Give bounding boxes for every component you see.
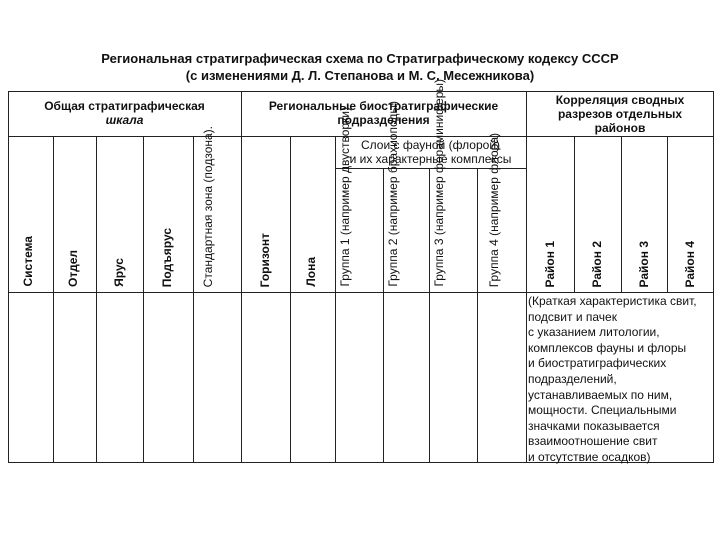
note-line: комплексов фауны и флоры [528,340,687,355]
group-4-line-1: Группа 4 [487,238,501,287]
header-layers-line-1: Слои с фауной (флорой) [360,138,501,152]
col-divider [335,136,336,462]
col-divider [477,168,478,462]
col-divider [193,136,194,462]
header-general-scale [8,99,241,127]
suite-description-note [528,294,712,466]
col-divider [574,136,575,293]
group-3-line-2: (например [432,176,446,236]
group-1-line-1: Группа 1 [338,238,352,287]
column-group-2 [387,101,400,287]
header-regional-units [241,99,526,127]
header-regional-line-1: Региональные биостратиграфические [268,99,499,113]
column-department: Отдел [66,250,80,287]
group-3-line-3: фораминиферы) [432,79,446,174]
note-line: подсвит и пачек [528,309,617,324]
column-standard-zone [202,126,215,287]
table-border-left [8,91,9,463]
zone-line-2: (подзона). [201,125,215,183]
header-general-line-1: Общая стратиграфическая [44,99,205,113]
group-2-line-2: (например [386,176,400,236]
col-divider [383,168,384,462]
column-region-3: Район 3 [637,240,651,287]
note-line: и отсутствие осадков) [528,449,651,464]
header-correlation-line-1: Корреляция сводных [555,93,685,107]
col-divider [429,168,430,462]
column-group-3 [433,79,446,287]
note-line: значками показывается [528,418,660,433]
title-line-1: Региональная стратиграфическая схема по Стратиграфическому кодексу СССР [101,51,619,66]
column-region-2: Район 2 [590,240,604,287]
column-region-1: Район 1 [543,240,557,287]
header-layers-line-2: и их характерные комплексы [349,152,512,166]
group-1-line-3: двустворки) [338,107,352,174]
note-line: подразделений, [528,371,617,386]
col-divider [290,136,291,462]
header-correlation [526,93,714,135]
note-line: и биостратиграфических [528,356,667,371]
group-1-line-2: (например [338,176,352,236]
section-divider [241,91,242,462]
zone-line-1: Стандартная зона [201,185,215,287]
col-divider [96,136,97,462]
scheme-title [0,50,720,84]
column-substage: Подъярус [160,227,174,287]
note-line: с указанием литологии, [528,325,660,340]
group-2-line-3: брахиоподы) [386,101,400,174]
column-region-4: Район 4 [683,240,697,287]
column-system: Система [21,236,35,287]
column-horizon: Горизонт [258,232,272,287]
note-line: мощности. Специальными [528,403,677,418]
group-3-line-1: Группа 3 [432,238,446,287]
group-4-line-2: (например флора) [487,132,501,236]
note-line: взаимоотношение свит [528,434,658,449]
stratigraphic-scheme-table [8,79,714,464]
table-border-right [713,91,714,463]
col-divider [621,136,622,293]
header-regional-line-2: подразделения [337,113,430,127]
column-stage: Ярус [112,258,126,287]
note-line: (Краткая характеристика свит, [528,294,697,308]
col-divider [53,136,54,462]
group-2-line-1: Группа 2 [386,238,400,287]
col-divider [667,136,668,293]
col-divider [143,136,144,462]
header-correlation-line-3: районов [594,121,646,135]
header-general-line-2: шкала [105,113,144,127]
title-line-2: (с изменениями Д. Л. Степанова и М. С. Месежникова) [185,68,535,83]
column-group-1 [339,107,352,287]
note-line: устанавливаемых по ним, [528,387,673,402]
column-group-4 [488,133,501,287]
header-correlation-line-2: разрезов отдельных [557,107,683,121]
column-lona: Лона [304,257,318,287]
